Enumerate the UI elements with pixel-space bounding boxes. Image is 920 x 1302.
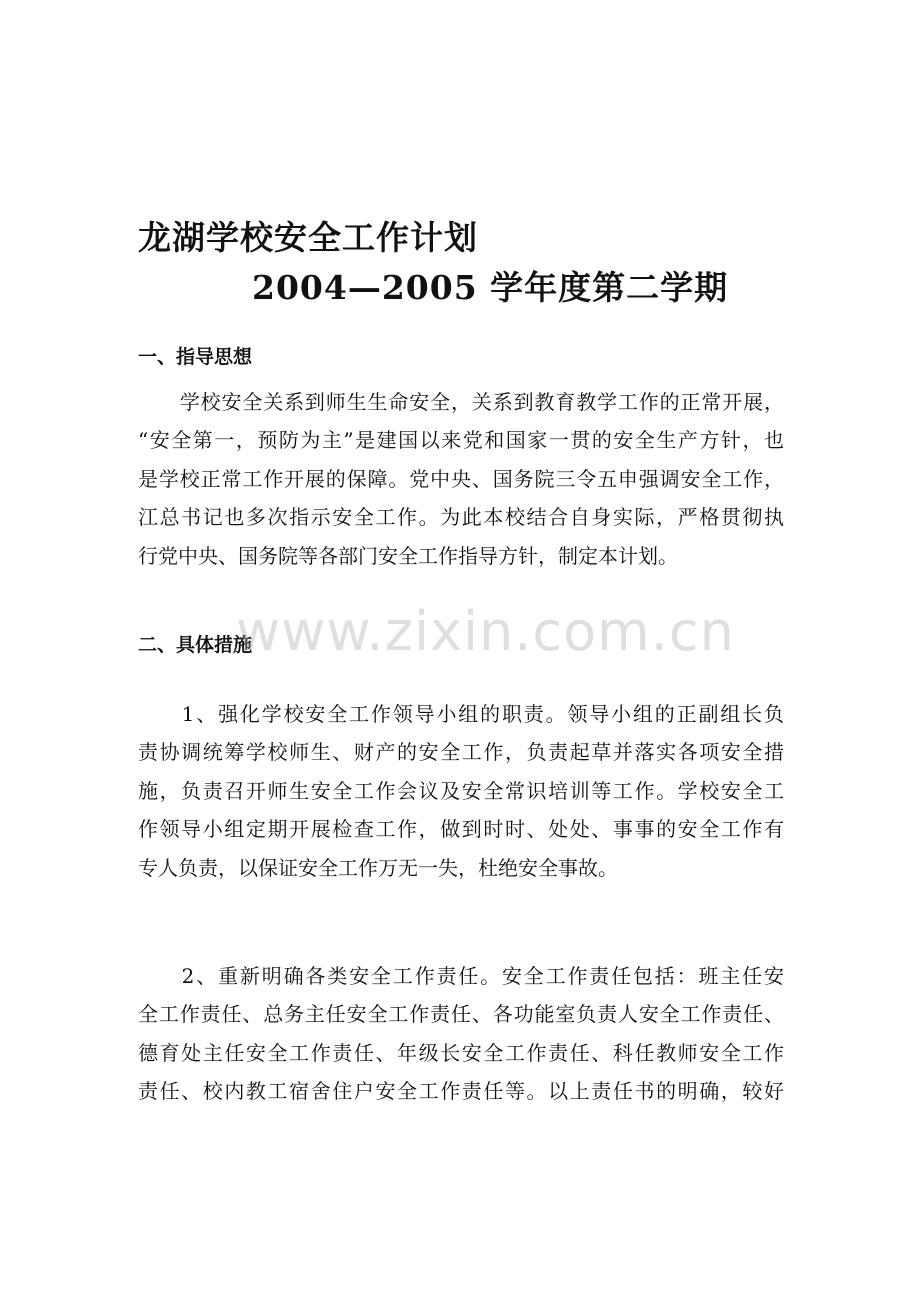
paragraph-line: 行党中央、国务院等各部门安全工作指导方针，制定本计划。: [138, 543, 678, 568]
paragraph-line: 江总书记也多次指示安全工作。为此本校结合自身实际，严格贯彻执: [138, 505, 784, 530]
watermark: www.zixin.com.cn: [236, 600, 735, 663]
paragraph-line: 是学校正常工作开展的保障。党中央、国务院三令五申强调安全工作，: [138, 466, 784, 491]
paragraph-line: 德育处主任安全工作责任、年级长安全工作责任、科任教师安全工作: [138, 1040, 784, 1065]
paragraph-line: 作领导小组定期开展检查工作，做到时时、处处、事事的安全工作有: [138, 817, 784, 842]
paragraph-line: 2、重新明确各类安全工作责任。安全工作责任包括：班主任安: [138, 964, 784, 988]
paragraph-line: 责任、校内教工宿舍住户安全工作责任等。以上责任书的明确，较好: [138, 1079, 784, 1104]
paragraph-line: 专人负责，以保证安全工作万无一失，杜绝安全事故。: [138, 855, 618, 880]
paragraph-guiding-ideology: [138, 383, 784, 575]
paragraph-line: 学校安全关系到师生生命安全，关系到教育教学工作的正常开展，: [138, 390, 784, 414]
document-title: 龙湖学校安全工作计划: [138, 218, 478, 257]
paragraph-line: “安全第一，预防为主”是建国以来党和国家一贯的安全生产方针，也: [138, 428, 784, 453]
paragraph-line: 责协调统筹学校师生、财产的安全工作，负责起草并落实各项安全措: [138, 740, 784, 765]
paragraph-line: 1、强化学校安全工作领导小组的职责。领导小组的正副组长负: [138, 702, 784, 726]
document-subtitle: 2004—2005 学年度第二学期: [252, 268, 729, 307]
paragraph-line: 全工作责任、总务主任安全工作责任、各功能室负责人安全工作责任、: [138, 1002, 784, 1027]
paragraph-line: 施，负责召开师生安全工作会议及安全常识培训等工作。学校安全工: [138, 778, 784, 803]
section-heading-guiding-ideology: 一、指导思想: [138, 346, 253, 368]
paragraph-measure-1: [138, 695, 784, 887]
section-heading-specific-measures: 二、具体措施: [138, 634, 253, 656]
paragraph-measure-2: [138, 957, 784, 1111]
